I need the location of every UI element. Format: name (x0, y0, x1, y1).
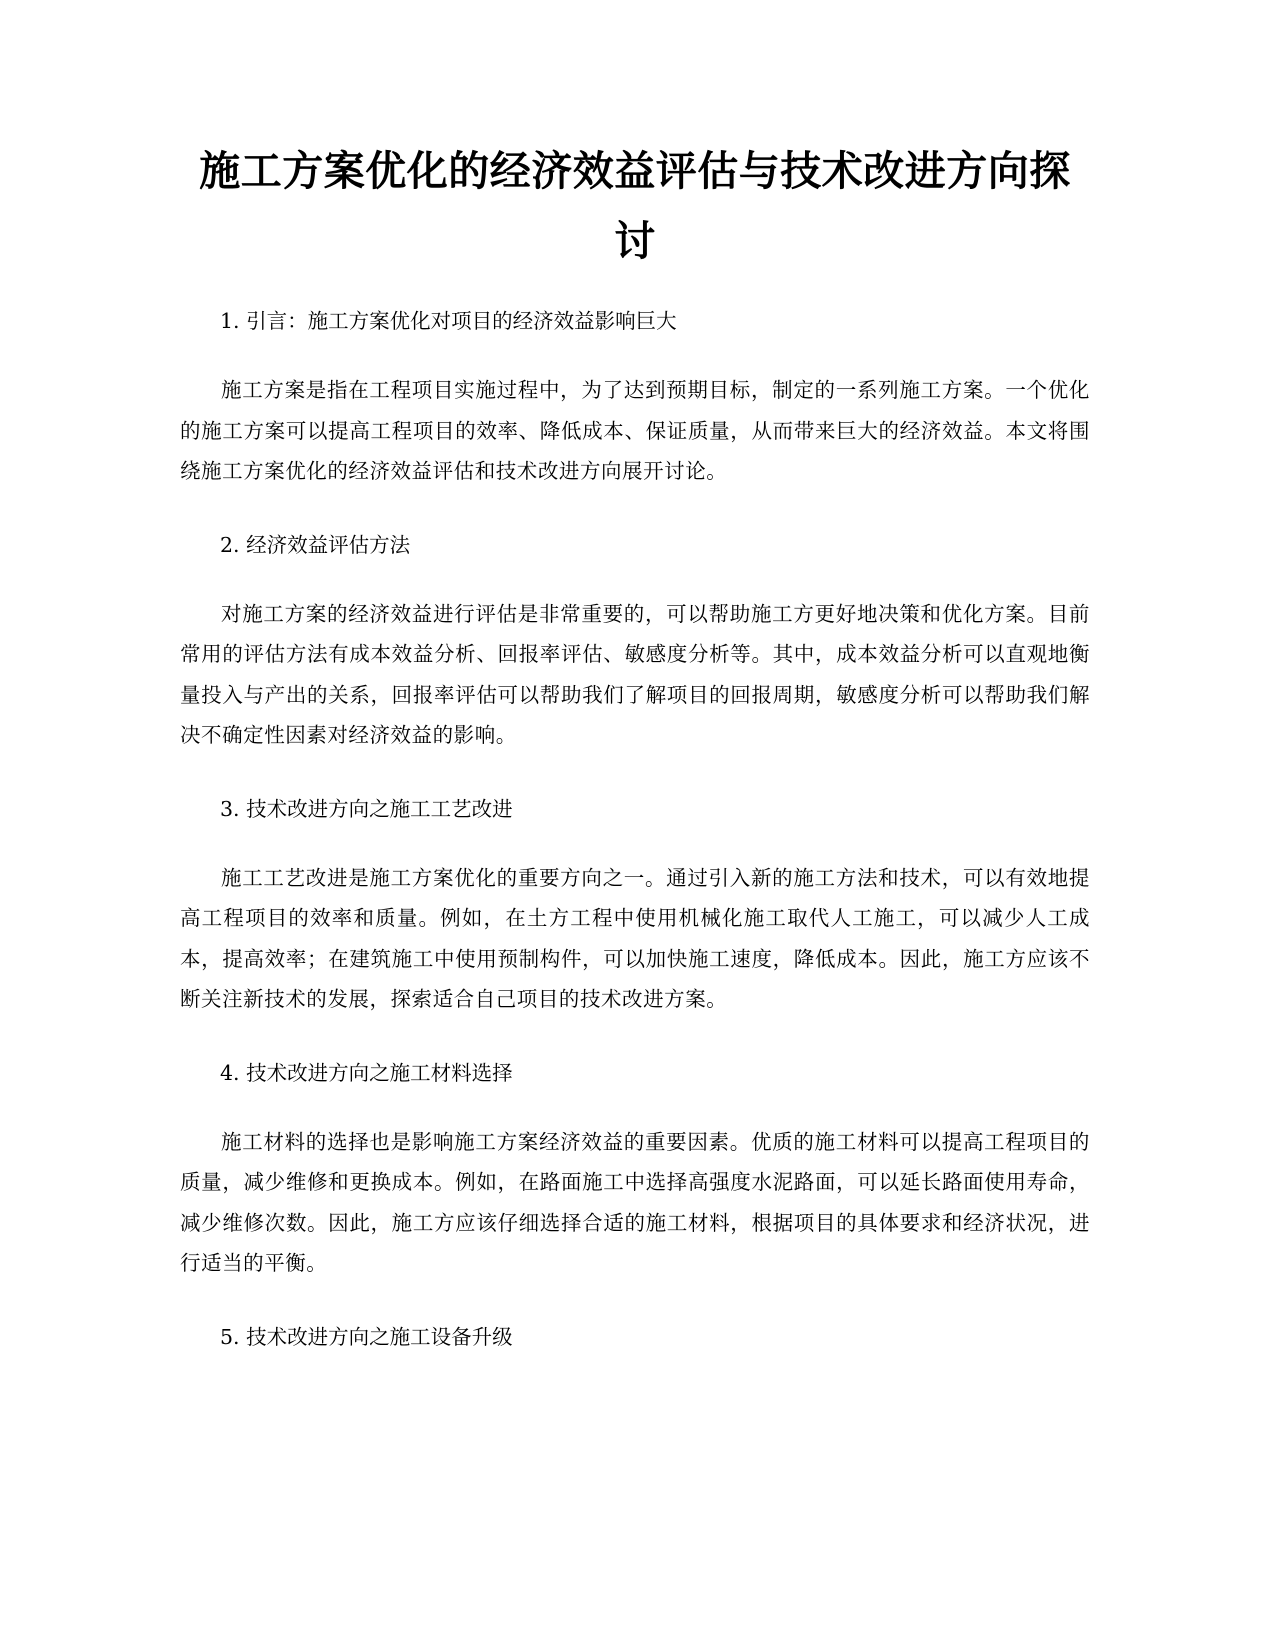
section-paragraph: 施工方案是指在工程项目实施过程中，为了达到预期目标，制定的一系列施工方案。一个优化的施工方案可以提高工程项目的效率、降低成本、保证质量，从而带来巨大的经济效益。本文将围绕施工方案优化的经济效益评估和技术改进方向展开讨论。 (180, 378, 1090, 483)
section-heading: 5. 技术改进方向之施工设备升级 (220, 1324, 513, 1349)
section-heading: 1. 引言：施工方案优化对项目的经济效益影响巨大 (220, 309, 677, 333)
section-4 (180, 1054, 1090, 1284)
section-3 (180, 790, 1090, 1020)
document-title: 施工方案优化的经济效益评估与技术改进方向探讨 (199, 147, 1071, 265)
section-5 (180, 1318, 1090, 1356)
section-paragraph: 施工材料的选择也是影响施工方案经济效益的重要因素。优质的施工材料可以提高工程项目的质量，减少维修和更换成本。例如，在路面施工中选择高强度水泥路面，可以延长路面使用寿命，减少维修次数。因此，施工方应该仔细选择合适的施工材料，根据项目的具体要求和经济状况，进行适当的平衡。 (180, 1129, 1090, 1275)
section-heading: 3. 技术改进方向之施工工艺改进 (220, 796, 513, 821)
section-1 (180, 302, 1090, 492)
section-heading: 2. 经济效益评估方法 (220, 532, 411, 557)
section-paragraph: 施工工艺改进是施工方案优化的重要方向之一。通过引入新的施工方法和技术，可以有效地提高工程项目的效率和质量。例如，在土方工程中使用机械化施工取代人工施工，可以减少人工成本，提高效率；在建筑施工中使用预制构件，可以加快施工速度，降低成本。因此，施工方应该不断关注新技术的发展，探索适合自己项目的技术改进方案。 (180, 865, 1090, 1011)
section-paragraph: 对施工方案的经济效益进行评估是非常重要的，可以帮助施工方更好地决策和优化方案。目前常用的评估方法有成本效益分析、回报率评估、敏感度分析等。其中，成本效益分析可以直观地衡量投入与产出的关系，回报率评估可以帮助我们了解项目的回报周期，敏感度分析可以帮助我们解决不确定性因素对经济效益的影响。 (180, 601, 1090, 747)
section-heading: 4. 技术改进方向之施工材料选择 (220, 1060, 513, 1085)
document-body (180, 302, 1090, 1386)
section-2 (180, 526, 1090, 756)
